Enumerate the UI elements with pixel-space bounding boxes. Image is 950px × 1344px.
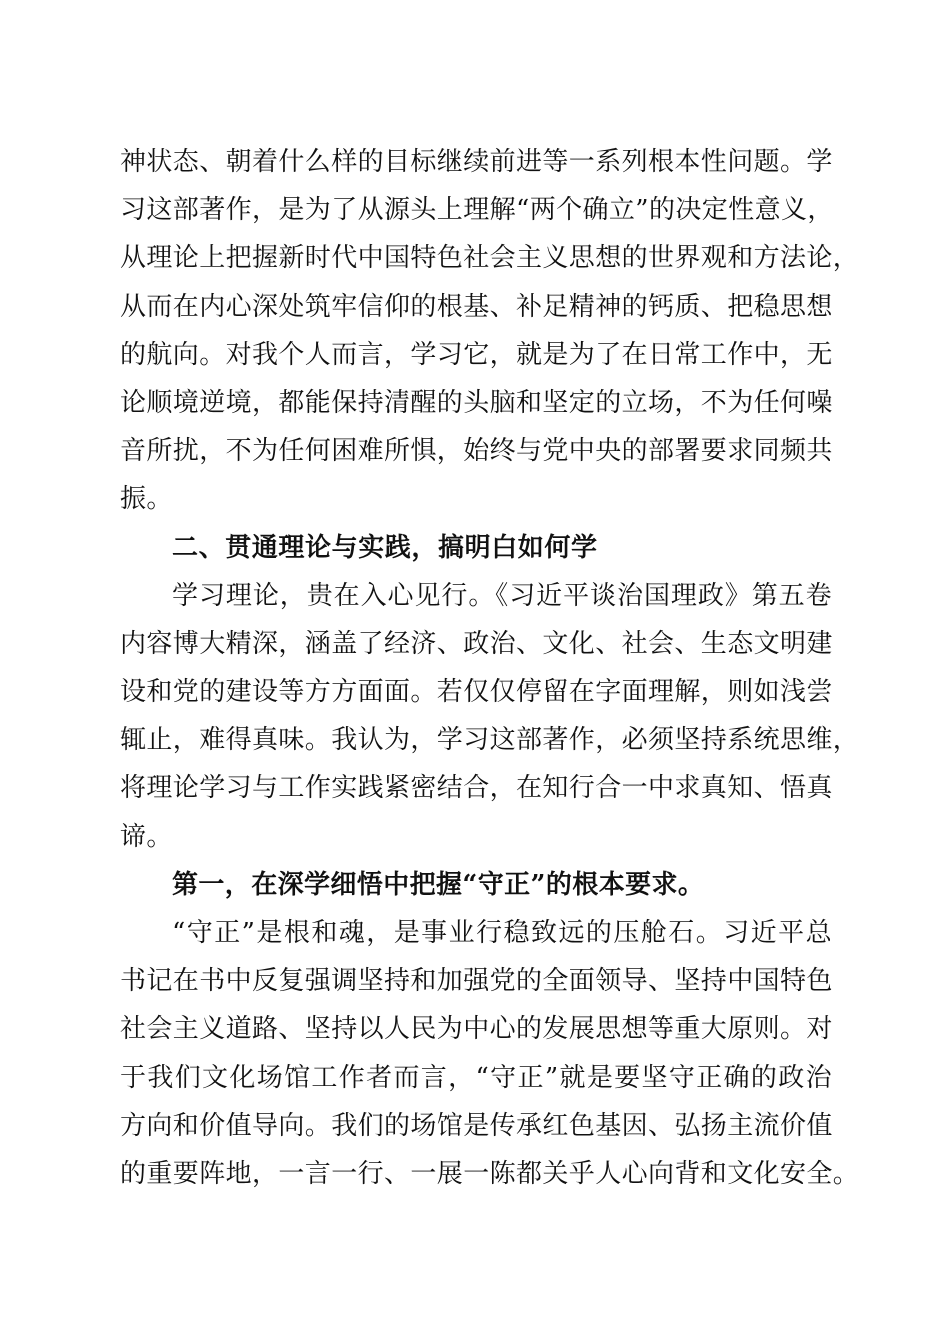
- paragraph-line: 学习理论，贵在入心见行。《习近平谈治国理政》第五卷: [172, 580, 832, 611]
- paragraph-line: 辄止，难得真味。我认为，学习这部著作，必须坚持系统思维，: [120, 725, 860, 756]
- paragraph-1: [120, 138, 860, 524]
- paragraph-line: 将理论学习与工作实践紧密结合，在知行合一中求真知、悟真: [120, 773, 833, 804]
- paragraph-3: [120, 909, 860, 1198]
- paragraph-line: 社会主义道路、坚持以人民为中心的发展思想等重大原则。对: [120, 1014, 833, 1045]
- paragraph-line: 从而在内心深处筑牢信仰的根基、补足精神的钙质、把稳思想: [120, 291, 833, 322]
- subheading: 第一，在深学细悟中把握“守正”的根本要求。: [172, 869, 705, 900]
- paragraph-line: 内容博大精深，涵盖了经济、政治、文化、社会、生态文明建: [120, 628, 833, 659]
- paragraph-line: 习这部著作，是为了从源头上理解“两个确立”的决定性意义，: [120, 195, 834, 226]
- paragraph-line: 谛。: [120, 821, 173, 852]
- paragraph-line: 的重要阵地，一言一行、一展一陈都关乎人心向背和文化安全。: [120, 1158, 860, 1189]
- paragraph-line: 书记在书中反复强调坚持和加强党的全面领导、坚持中国特色: [120, 966, 833, 997]
- paragraph-line: 设和党的建设等方方面面。若仅仅停留在字面理解，则如浅尝: [120, 677, 833, 708]
- paragraph-line: 振。: [120, 484, 173, 515]
- paragraph-line: 神状态、朝着什么样的目标继续前进等一系列根本性问题。学: [120, 147, 833, 177]
- document-body: [120, 138, 860, 1198]
- paragraph-line: “守正”是根和魂，是事业行稳致远的压舱石。习近平总: [172, 918, 832, 948]
- paragraph-line: 于我们文化场馆工作者而言，“守正”就是要坚守正确的政治: [120, 1062, 832, 1093]
- paragraph-line: 的航向。对我个人而言，学习它，就是为了在日常工作中，无: [120, 339, 833, 370]
- section-heading: 二、贯通理论与实践，搞明白如何学: [172, 532, 598, 563]
- paragraph-2: [120, 572, 860, 861]
- paragraph-line: 音所扰，不为任何困难所惧，始终与党中央的部署要求同频共: [120, 436, 833, 467]
- paragraph-line: 论顺境逆境，都能保持清醒的头脑和坚定的立场，不为任何噪: [120, 387, 833, 418]
- paragraph-line: 方向和价值导向。我们的场馆是传承红色基因、弘扬主流价值: [120, 1110, 833, 1141]
- paragraph-line: 从理论上把握新时代中国特色社会主义思想的世界观和方法论，: [120, 243, 860, 274]
